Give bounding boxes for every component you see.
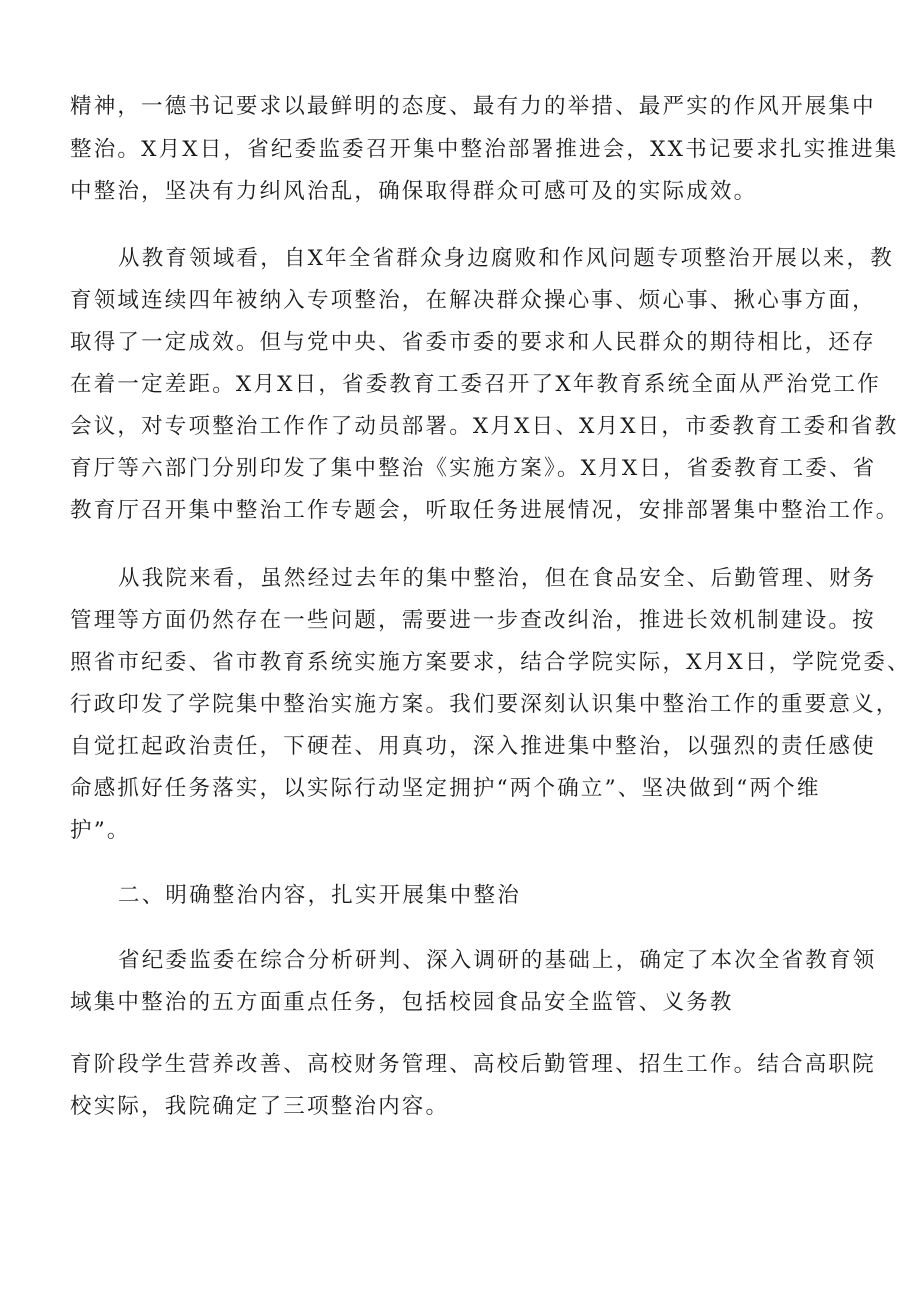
text-line: 育阶段学生营养改善、高校财务管理、高校后勤管理、招生工作。结合高职院 [70, 1052, 876, 1077]
text-line: 精神，一德书记要求以最鲜明的态度、最有力的举措、最严实的作风开展集中 [70, 94, 876, 119]
text-line: 中整治，坚决有力纠风治乱，确保取得群众可感可及的实际成效。 [70, 179, 758, 204]
text-line: 护”。 [70, 818, 131, 843]
text-line: 教育厅召开集中整治工作专题会，听取任务进展情况，安排部署集中整治工作。 [70, 498, 900, 523]
text-line: 命感抓好任务落实，以实际行动坚定拥护“两个确立”、坚决做到“两个维 [70, 776, 821, 801]
text-line: 在着一定差距。X月X日，省委教育工委召开了X年教育系统全面从严治党工作 [70, 372, 881, 397]
text-line: 整治。X月X日，省纪委监委召开集中整治部署推进会，XX书记要求扎实推进集 [70, 137, 899, 162]
text-line: 会议，对专项整治工作作了动员部署。X月X日、X月X日，市委教育工委和省教 [70, 414, 899, 439]
text-line: 取得了一定成效。但与党中央、省委市委的要求和人民群众的期待相比，还存 [70, 330, 876, 355]
text-line: 校实际，我院确定了三项整治内容。 [70, 1094, 450, 1119]
section-heading: 二、明确整治内容，扎实开展集中整治 [118, 883, 521, 908]
text-line: 管理等方面仍然存在一些问题，需要进一步查改纠治，推进长效机制建设。按 [70, 608, 876, 633]
paragraph-start: 从教育领域看，自X年全省群众身边腐败和作风问题专项整治开展以来，教 [118, 246, 894, 271]
text-line: 育厅等六部门分别印发了集中整治《实施方案》。X月X日，省委教育工委、省 [70, 456, 877, 481]
text-line: 育领域连续四年被纳入专项整治，在解决群众操心事、烦心事、揪心事方面， [70, 288, 876, 313]
paragraph-start: 从我院来看，虽然经过去年的集中整治，但在食品安全、后勤管理、财务 [118, 566, 877, 591]
text-line: 自觉扛起政治责任，下硬茬、用真功，深入推进集中整治，以强烈的责任感使 [70, 734, 876, 759]
text-line: 域集中整治的五方面重点任务，包括校园食品安全监管、义务教 [70, 990, 734, 1015]
paragraph-start: 省纪委监委在综合分析研判、深入调研的基础上，确定了本次全省教育领 [118, 948, 877, 973]
text-line: 行政印发了学院集中整治实施方案。我们要深刻认识集中整治工作的重要意义， [70, 692, 900, 717]
text-line: 照省市纪委、省市教育系统实施方案要求，结合学院实际，X月X日，学院党委、 [70, 650, 911, 675]
